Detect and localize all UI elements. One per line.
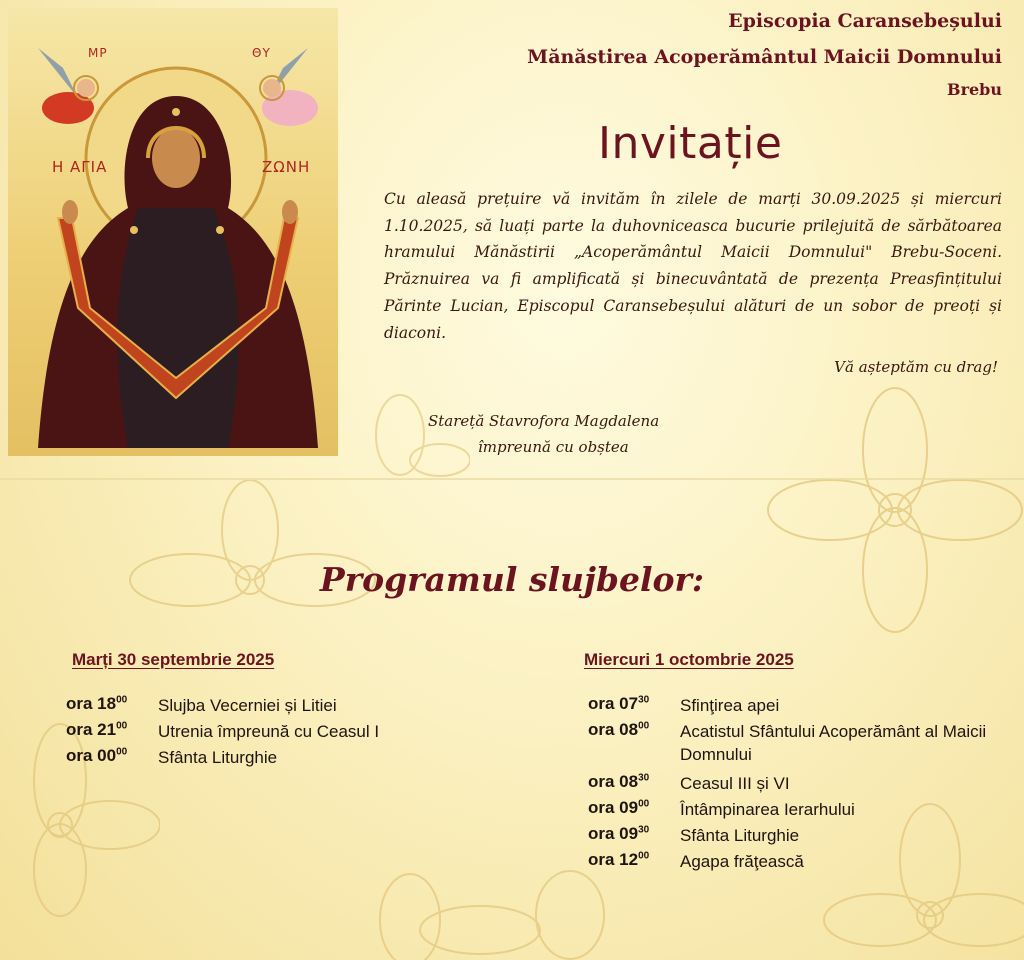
signature-name: Stareță Stavrofora Magdalena [428, 412, 660, 430]
schedule-service: Slujba Vecerniei și Litiei [158, 696, 337, 715]
flower-decoration-icon [760, 380, 1024, 640]
diocese-title: Episcopia Caransebeșului [728, 10, 1002, 32]
schedule-service: Sfânta Liturghie [158, 748, 278, 767]
schedule-row [588, 720, 1008, 772]
monastery-title: Mănăstirea Acoperământul Maicii Domnului [527, 46, 1002, 68]
schedule-service: Întâmpinarea Ierarhului [680, 800, 855, 819]
icon-label-left: Η ΑΓΙΑ [52, 158, 108, 176]
schedule-service: Sfânta Liturghie [680, 826, 800, 845]
schedule-time: ora $21^{00}$ [66, 720, 128, 739]
schedule-row [66, 720, 486, 746]
icon-label-right: ΖΩΝΗ [262, 158, 311, 176]
schedule-row [588, 798, 1008, 824]
schedule-time: ora $00^{00}$ [66, 746, 128, 765]
schedule-row [588, 772, 1008, 798]
day-schedule [588, 694, 1008, 876]
schedule-row [588, 694, 1008, 720]
schedule-service: Utrenia împreună cu Ceasul I [158, 722, 380, 741]
schedule-row [588, 850, 1008, 876]
schedule-row [588, 824, 1008, 850]
flower-decoration-icon [340, 390, 470, 490]
schedule-time: ora $18^{00}$ [66, 694, 128, 713]
religious-icon-image [8, 8, 338, 456]
day-schedule [66, 694, 486, 772]
day-heading: Marți 30 septembrie 2025 [72, 650, 275, 669]
schedule-time: ora $08^{30}$ [588, 772, 650, 791]
invitation-title: Invitație [598, 118, 783, 169]
schedule-time: ora $09^{00}$ [588, 798, 650, 817]
theotokos-icon [8, 8, 338, 456]
schedule-service: Agapa frăţească [680, 852, 804, 871]
schedule-time: ora $07^{30}$ [588, 694, 650, 713]
location-title: Brebu [947, 80, 1002, 99]
schedule-service: Sfinţirea apei [680, 696, 780, 715]
schedule-row [66, 746, 486, 772]
invitation-closing: Vă așteptăm cu drag! [834, 358, 998, 376]
schedule-service: Acatistul Sfântului Acoperământ al Maicii Domnului [680, 722, 987, 764]
schedule-row [66, 694, 486, 720]
fold-line [0, 478, 1024, 480]
schedule-time: ora $12^{00}$ [588, 850, 650, 869]
day-heading: Miercuri 1 octombrie 2025 [584, 650, 794, 669]
invitation-body: Cu aleasă prețuire vă invităm în zilele de marți 30.09.2025 și miercuri 1.10.2025, să luați parte la duhovniceasca bucurie prilejuită de sărbătoarea hramului Mănăstirii „Acoperământul Maicii Domnului" Brebu-Soceni. Prăznuirea va fi amplificată și binecuvântată de prezența Preasfințitului Părinte Lucian, Episcopul Caransebeșului alături de un sobor de preoți și diaconi. [384, 190, 1002, 342]
schedule-time: ora $09^{30}$ [588, 824, 650, 843]
schedule-service: Ceasul III și VI [680, 774, 790, 793]
icon-monogram-left: MP [88, 46, 108, 60]
program-title: Programul slujbelor: [319, 560, 705, 599]
icon-monogram-right: ΘY [252, 46, 271, 60]
schedule-time: ora $08^{00}$ [588, 720, 650, 739]
signature-community: împreună cu obștea [478, 438, 629, 456]
